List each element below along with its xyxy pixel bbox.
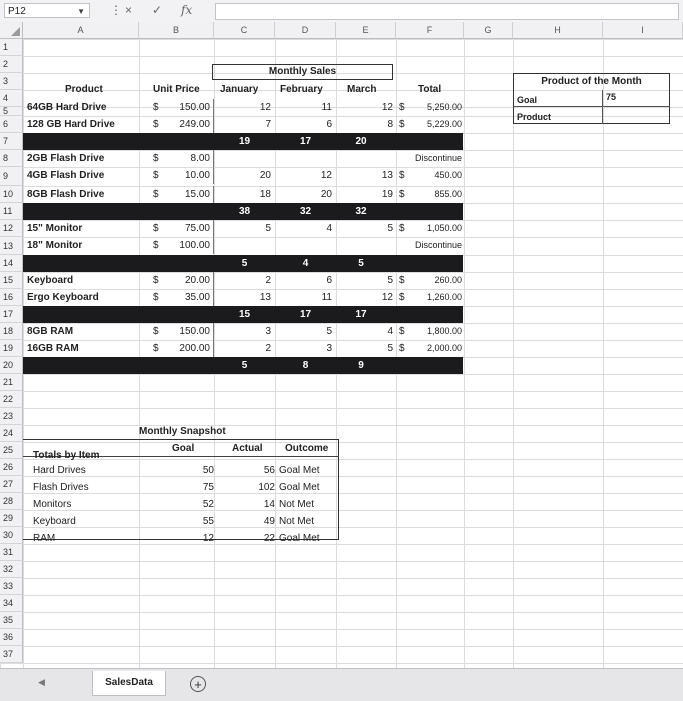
unit-price-cell[interactable]: 20.00 bbox=[184, 275, 210, 286]
march-cell[interactable]: 5 bbox=[387, 223, 393, 234]
total-cell[interactable]: Discontinue bbox=[414, 240, 462, 250]
february-cell[interactable]: 11 bbox=[321, 292, 332, 303]
column-header-g[interactable]: G bbox=[464, 22, 513, 39]
price-currency: $ bbox=[153, 189, 159, 200]
row-header-25[interactable]: 25 bbox=[0, 442, 23, 459]
price-currency: $ bbox=[153, 153, 159, 164]
total-cell[interactable]: 260.00 bbox=[434, 275, 462, 285]
february-cell[interactable]: 6 bbox=[326, 275, 332, 286]
total-cell[interactable]: 855.00 bbox=[434, 189, 462, 199]
snapshot-item-name[interactable]: Flash Drives bbox=[33, 482, 89, 493]
row-header-32[interactable]: 32 bbox=[0, 561, 23, 578]
price-currency: $ bbox=[153, 326, 159, 337]
march-cell[interactable]: 12 bbox=[381, 102, 393, 113]
january-cell[interactable]: 2 bbox=[265, 343, 271, 354]
row-header-29[interactable]: 29 bbox=[0, 510, 23, 527]
row-header-1[interactable]: 1 bbox=[0, 39, 23, 56]
product-name-cell[interactable]: 16GB RAM bbox=[27, 343, 79, 354]
january-cell[interactable]: 5 bbox=[265, 223, 271, 234]
goal-label: Goal bbox=[517, 95, 538, 105]
total-cell[interactable]: 5,250.00 bbox=[426, 102, 462, 112]
total-cell[interactable]: 1,050.00 bbox=[426, 223, 462, 233]
row-header-21[interactable]: 21 bbox=[0, 374, 23, 391]
january-cell[interactable]: 13 bbox=[259, 292, 271, 303]
row-header-26[interactable]: 26 bbox=[0, 459, 23, 476]
unit-price-cell[interactable]: 200.00 bbox=[179, 343, 210, 354]
goal-value[interactable]: 75 bbox=[606, 92, 617, 102]
total-currency: $ bbox=[399, 170, 405, 181]
price-currency: $ bbox=[153, 223, 159, 234]
row-header-10[interactable]: 10 bbox=[0, 186, 23, 203]
row-header-12[interactable]: 12 bbox=[0, 220, 23, 237]
product-name-cell[interactable]: 4GB Flash Drive bbox=[27, 170, 105, 181]
unit-price-cell[interactable]: 150.00 bbox=[179, 326, 210, 337]
row-header-8[interactable]: 8 bbox=[0, 150, 23, 167]
row-header-34[interactable]: 34 bbox=[0, 595, 23, 612]
total-currency: $ bbox=[399, 223, 405, 234]
subtotal-february-cell[interactable]: 8 bbox=[302, 360, 309, 371]
march-cell[interactable]: 8 bbox=[387, 119, 393, 130]
totals-by-item-label: Totals by Item bbox=[33, 450, 100, 461]
unit-price-cell[interactable]: 150.00 bbox=[179, 102, 210, 113]
product-label: Product bbox=[517, 112, 552, 122]
unit-price-cell[interactable]: 249.00 bbox=[179, 119, 210, 130]
chevron-down-icon[interactable]: ▼ bbox=[77, 7, 85, 16]
unit-price-cell[interactable]: 10.00 bbox=[184, 170, 210, 181]
column-header-i[interactable]: I bbox=[603, 22, 683, 39]
product-name-cell[interactable]: 2GB Flash Drive bbox=[27, 153, 105, 164]
snapshot-actual-cell[interactable]: 102 bbox=[258, 482, 275, 493]
row-header-5[interactable]: 5 bbox=[0, 107, 23, 116]
snapshot-actual-cell[interactable]: 56 bbox=[263, 465, 275, 476]
total-currency: $ bbox=[399, 119, 405, 130]
more-options-icon[interactable]: ⋮ bbox=[110, 3, 122, 17]
snapshot-goal-cell[interactable]: 55 bbox=[202, 516, 214, 527]
column-header-b[interactable]: B bbox=[139, 22, 214, 39]
name-box-value: P12 bbox=[8, 6, 26, 17]
formula-bar bbox=[0, 0, 683, 23]
row-header-30[interactable]: 30 bbox=[0, 527, 23, 544]
february-cell[interactable]: 4 bbox=[326, 223, 332, 234]
row-header-3[interactable]: 3 bbox=[0, 73, 23, 90]
snapshot-outcome-header: Outcome bbox=[285, 443, 329, 454]
price-currency: $ bbox=[153, 275, 159, 286]
total-currency: $ bbox=[399, 326, 405, 337]
total-cell[interactable]: 1,260.00 bbox=[426, 292, 462, 302]
unit-price-cell[interactable]: 35.00 bbox=[184, 292, 210, 303]
subtotal-january-cell[interactable]: 5 bbox=[241, 360, 248, 371]
row-header-23[interactable]: 23 bbox=[0, 408, 23, 425]
product-name-cell[interactable]: 18" Monitor bbox=[27, 240, 83, 251]
column-header-e[interactable]: E bbox=[336, 22, 396, 39]
column-header-f[interactable]: F bbox=[396, 22, 464, 39]
row-header-22[interactable]: 22 bbox=[0, 391, 23, 408]
total-cell[interactable]: 2,000.00 bbox=[426, 343, 462, 353]
row-header-15[interactable]: 15 bbox=[0, 272, 23, 289]
column-header-c[interactable]: C bbox=[214, 22, 275, 39]
column-header-h[interactable]: H bbox=[513, 22, 603, 39]
subtotal-january-cell[interactable]: 19 bbox=[238, 136, 251, 147]
snapshot-actual-cell[interactable]: 22 bbox=[263, 533, 275, 544]
snapshot-outcome-cell[interactable]: Not Met bbox=[279, 516, 315, 527]
unit-price-cell[interactable]: 15.00 bbox=[184, 189, 210, 200]
cancel-icon[interactable]: × bbox=[125, 3, 133, 17]
snapshot-goal-cell[interactable]: 50 bbox=[202, 465, 214, 476]
march-cell[interactable]: 13 bbox=[381, 170, 393, 181]
row-header-36[interactable]: 36 bbox=[0, 629, 23, 646]
row-header-4[interactable]: 4 bbox=[0, 90, 23, 107]
total-cell[interactable]: 450.00 bbox=[434, 170, 462, 180]
unit-price-cell[interactable]: 75.00 bbox=[184, 223, 210, 234]
subtotal-february-cell[interactable]: 4 bbox=[302, 258, 309, 269]
header-march: March bbox=[347, 84, 377, 95]
formula-input[interactable] bbox=[215, 3, 679, 20]
march-cell[interactable]: 12 bbox=[381, 292, 393, 303]
product-name-cell[interactable]: 128 GB Hard Drive bbox=[27, 119, 115, 130]
snapshot-actual-cell[interactable]: 49 bbox=[263, 516, 275, 527]
product-name-cell[interactable]: 64GB Hard Drive bbox=[27, 102, 107, 113]
total-currency: $ bbox=[399, 189, 405, 200]
snapshot-outcome-cell[interactable]: Goal Met bbox=[279, 465, 320, 476]
row-header-35[interactable]: 35 bbox=[0, 612, 23, 629]
snapshot-item-name[interactable]: RAM bbox=[33, 533, 56, 544]
row-header-28[interactable]: 28 bbox=[0, 493, 23, 510]
february-cell[interactable]: 6 bbox=[326, 119, 332, 130]
row-header-16[interactable]: 16 bbox=[0, 289, 23, 306]
subtotal-march-cell[interactable]: 5 bbox=[358, 258, 364, 269]
row-header-37[interactable]: 37 bbox=[0, 646, 23, 663]
insert-function-icon[interactable]: fx bbox=[181, 3, 193, 17]
february-cell[interactable]: 5 bbox=[326, 326, 332, 337]
subtotal-january-cell[interactable]: 38 bbox=[238, 206, 251, 217]
snapshot-title: Monthly Snapshot bbox=[139, 426, 226, 437]
price-currency: $ bbox=[153, 102, 159, 113]
january-cell[interactable]: 2 bbox=[265, 275, 271, 286]
february-cell[interactable]: 3 bbox=[326, 343, 332, 354]
row-header-18[interactable]: 18 bbox=[0, 323, 23, 340]
total-currency: $ bbox=[399, 275, 405, 286]
subtotal-february-cell[interactable]: 32 bbox=[299, 206, 312, 217]
scroll-tabs-left-icon[interactable]: ◀ bbox=[38, 677, 45, 687]
snapshot-goal-cell[interactable]: 52 bbox=[202, 499, 214, 510]
january-cell[interactable]: 12 bbox=[259, 102, 271, 113]
product-name-cell[interactable]: 8GB Flash Drive bbox=[27, 189, 105, 200]
row-header-24[interactable]: 24 bbox=[0, 425, 23, 442]
name-box[interactable] bbox=[4, 3, 90, 18]
row-header-31[interactable]: 31 bbox=[0, 544, 23, 561]
snapshot-actual-header: Actual bbox=[232, 443, 263, 454]
add-sheet-icon[interactable]: + bbox=[190, 676, 206, 692]
subtotal-february-cell[interactable]: 17 bbox=[299, 136, 312, 147]
row-header-27[interactable]: 27 bbox=[0, 476, 23, 493]
header-february: February bbox=[280, 84, 323, 95]
february-cell[interactable]: 20 bbox=[320, 189, 332, 200]
price-currency: $ bbox=[153, 240, 159, 251]
row-header-6[interactable]: 6 bbox=[0, 116, 23, 133]
january-cell[interactable]: 18 bbox=[259, 189, 271, 200]
price-currency: $ bbox=[153, 119, 159, 130]
header-product: Product bbox=[65, 84, 103, 95]
row-header-2[interactable]: 2 bbox=[0, 56, 23, 73]
snapshot-goal-cell[interactable]: 12 bbox=[202, 533, 214, 544]
row-header-33[interactable]: 33 bbox=[0, 578, 23, 595]
subtotal-march-cell[interactable]: 20 bbox=[355, 136, 367, 147]
snapshot-goal-header: Goal bbox=[172, 443, 195, 454]
january-cell[interactable]: 20 bbox=[259, 170, 271, 181]
product-name-cell[interactable]: 8GB RAM bbox=[27, 326, 74, 337]
total-currency: $ bbox=[399, 292, 405, 303]
product-name-cell[interactable]: 15" Monitor bbox=[27, 223, 83, 234]
column-header-a[interactable]: A bbox=[23, 22, 139, 39]
price-currency: $ bbox=[153, 343, 159, 354]
row-header-13[interactable]: 13 bbox=[0, 237, 23, 255]
subtotal-march-cell[interactable]: 17 bbox=[355, 309, 367, 320]
row-header-14[interactable]: 14 bbox=[0, 255, 23, 272]
row-header-9[interactable]: 9 bbox=[0, 167, 23, 186]
snapshot-item-name[interactable]: Monitors bbox=[33, 499, 72, 510]
total-cell[interactable]: 5,229.00 bbox=[426, 119, 462, 129]
snapshot-item-name[interactable]: Hard Drives bbox=[33, 465, 86, 476]
price-currency: $ bbox=[153, 170, 159, 181]
select-all-corner[interactable] bbox=[0, 22, 23, 39]
column-header-d[interactable]: D bbox=[275, 22, 336, 39]
row-header-19[interactable]: 19 bbox=[0, 340, 23, 357]
february-cell[interactable]: 11 bbox=[321, 102, 332, 113]
snapshot-actual-cell[interactable]: 14 bbox=[263, 499, 275, 510]
unit-price-cell[interactable]: 8.00 bbox=[190, 153, 210, 164]
product-name-cell[interactable]: Ergo Keyboard bbox=[27, 292, 99, 303]
snapshot-goal-cell[interactable]: 75 bbox=[202, 482, 214, 493]
sheet-tab-bar bbox=[0, 668, 683, 701]
row-header-20[interactable]: 20 bbox=[0, 357, 23, 374]
sheet-tab-salesdata[interactable]: SalesData bbox=[92, 671, 166, 696]
total-currency: $ bbox=[399, 102, 405, 113]
header-total: Total bbox=[418, 84, 442, 95]
march-cell[interactable]: 4 bbox=[387, 326, 393, 337]
january-cell[interactable]: 3 bbox=[265, 326, 271, 337]
row-header-17[interactable]: 17 bbox=[0, 306, 23, 323]
snapshot-outcome-cell[interactable]: Not Met bbox=[279, 499, 315, 510]
product-of-month-title: Product of the Month bbox=[541, 76, 642, 87]
snapshot-outcome-cell[interactable]: Goal Met bbox=[279, 482, 320, 493]
header-january: January bbox=[220, 84, 259, 95]
february-cell[interactable]: 12 bbox=[320, 170, 332, 181]
total-cell[interactable]: 1,800.00 bbox=[426, 326, 462, 336]
enter-icon[interactable]: ✓ bbox=[152, 3, 163, 17]
snapshot-outcome-cell[interactable]: Goal Met bbox=[279, 533, 320, 544]
row-header-7[interactable]: 7 bbox=[0, 133, 23, 150]
row-header-11[interactable]: 11 bbox=[0, 203, 23, 220]
march-cell[interactable]: 5 bbox=[387, 275, 393, 286]
march-cell[interactable]: 19 bbox=[381, 189, 393, 200]
subtotal-february-cell[interactable]: 17 bbox=[299, 309, 312, 320]
subtotal-march-cell[interactable]: 9 bbox=[358, 360, 364, 371]
total-currency: $ bbox=[399, 343, 405, 354]
march-cell[interactable]: 5 bbox=[387, 343, 393, 354]
price-currency: $ bbox=[153, 292, 159, 303]
unit-price-cell[interactable]: 100.00 bbox=[179, 240, 210, 251]
subtotal-january-cell[interactable]: 15 bbox=[238, 309, 251, 320]
subtotal-january-cell[interactable]: 5 bbox=[241, 258, 248, 269]
header-unit-price: Unit Price bbox=[153, 84, 200, 95]
snapshot-item-name[interactable]: Keyboard bbox=[33, 516, 76, 527]
january-cell[interactable]: 7 bbox=[265, 119, 271, 130]
monthly-sales-title: Monthly Sales bbox=[268, 66, 337, 77]
product-name-cell[interactable]: Keyboard bbox=[27, 275, 74, 286]
total-cell[interactable]: Discontinue bbox=[414, 153, 462, 163]
subtotal-march-cell[interactable]: 32 bbox=[355, 206, 367, 217]
